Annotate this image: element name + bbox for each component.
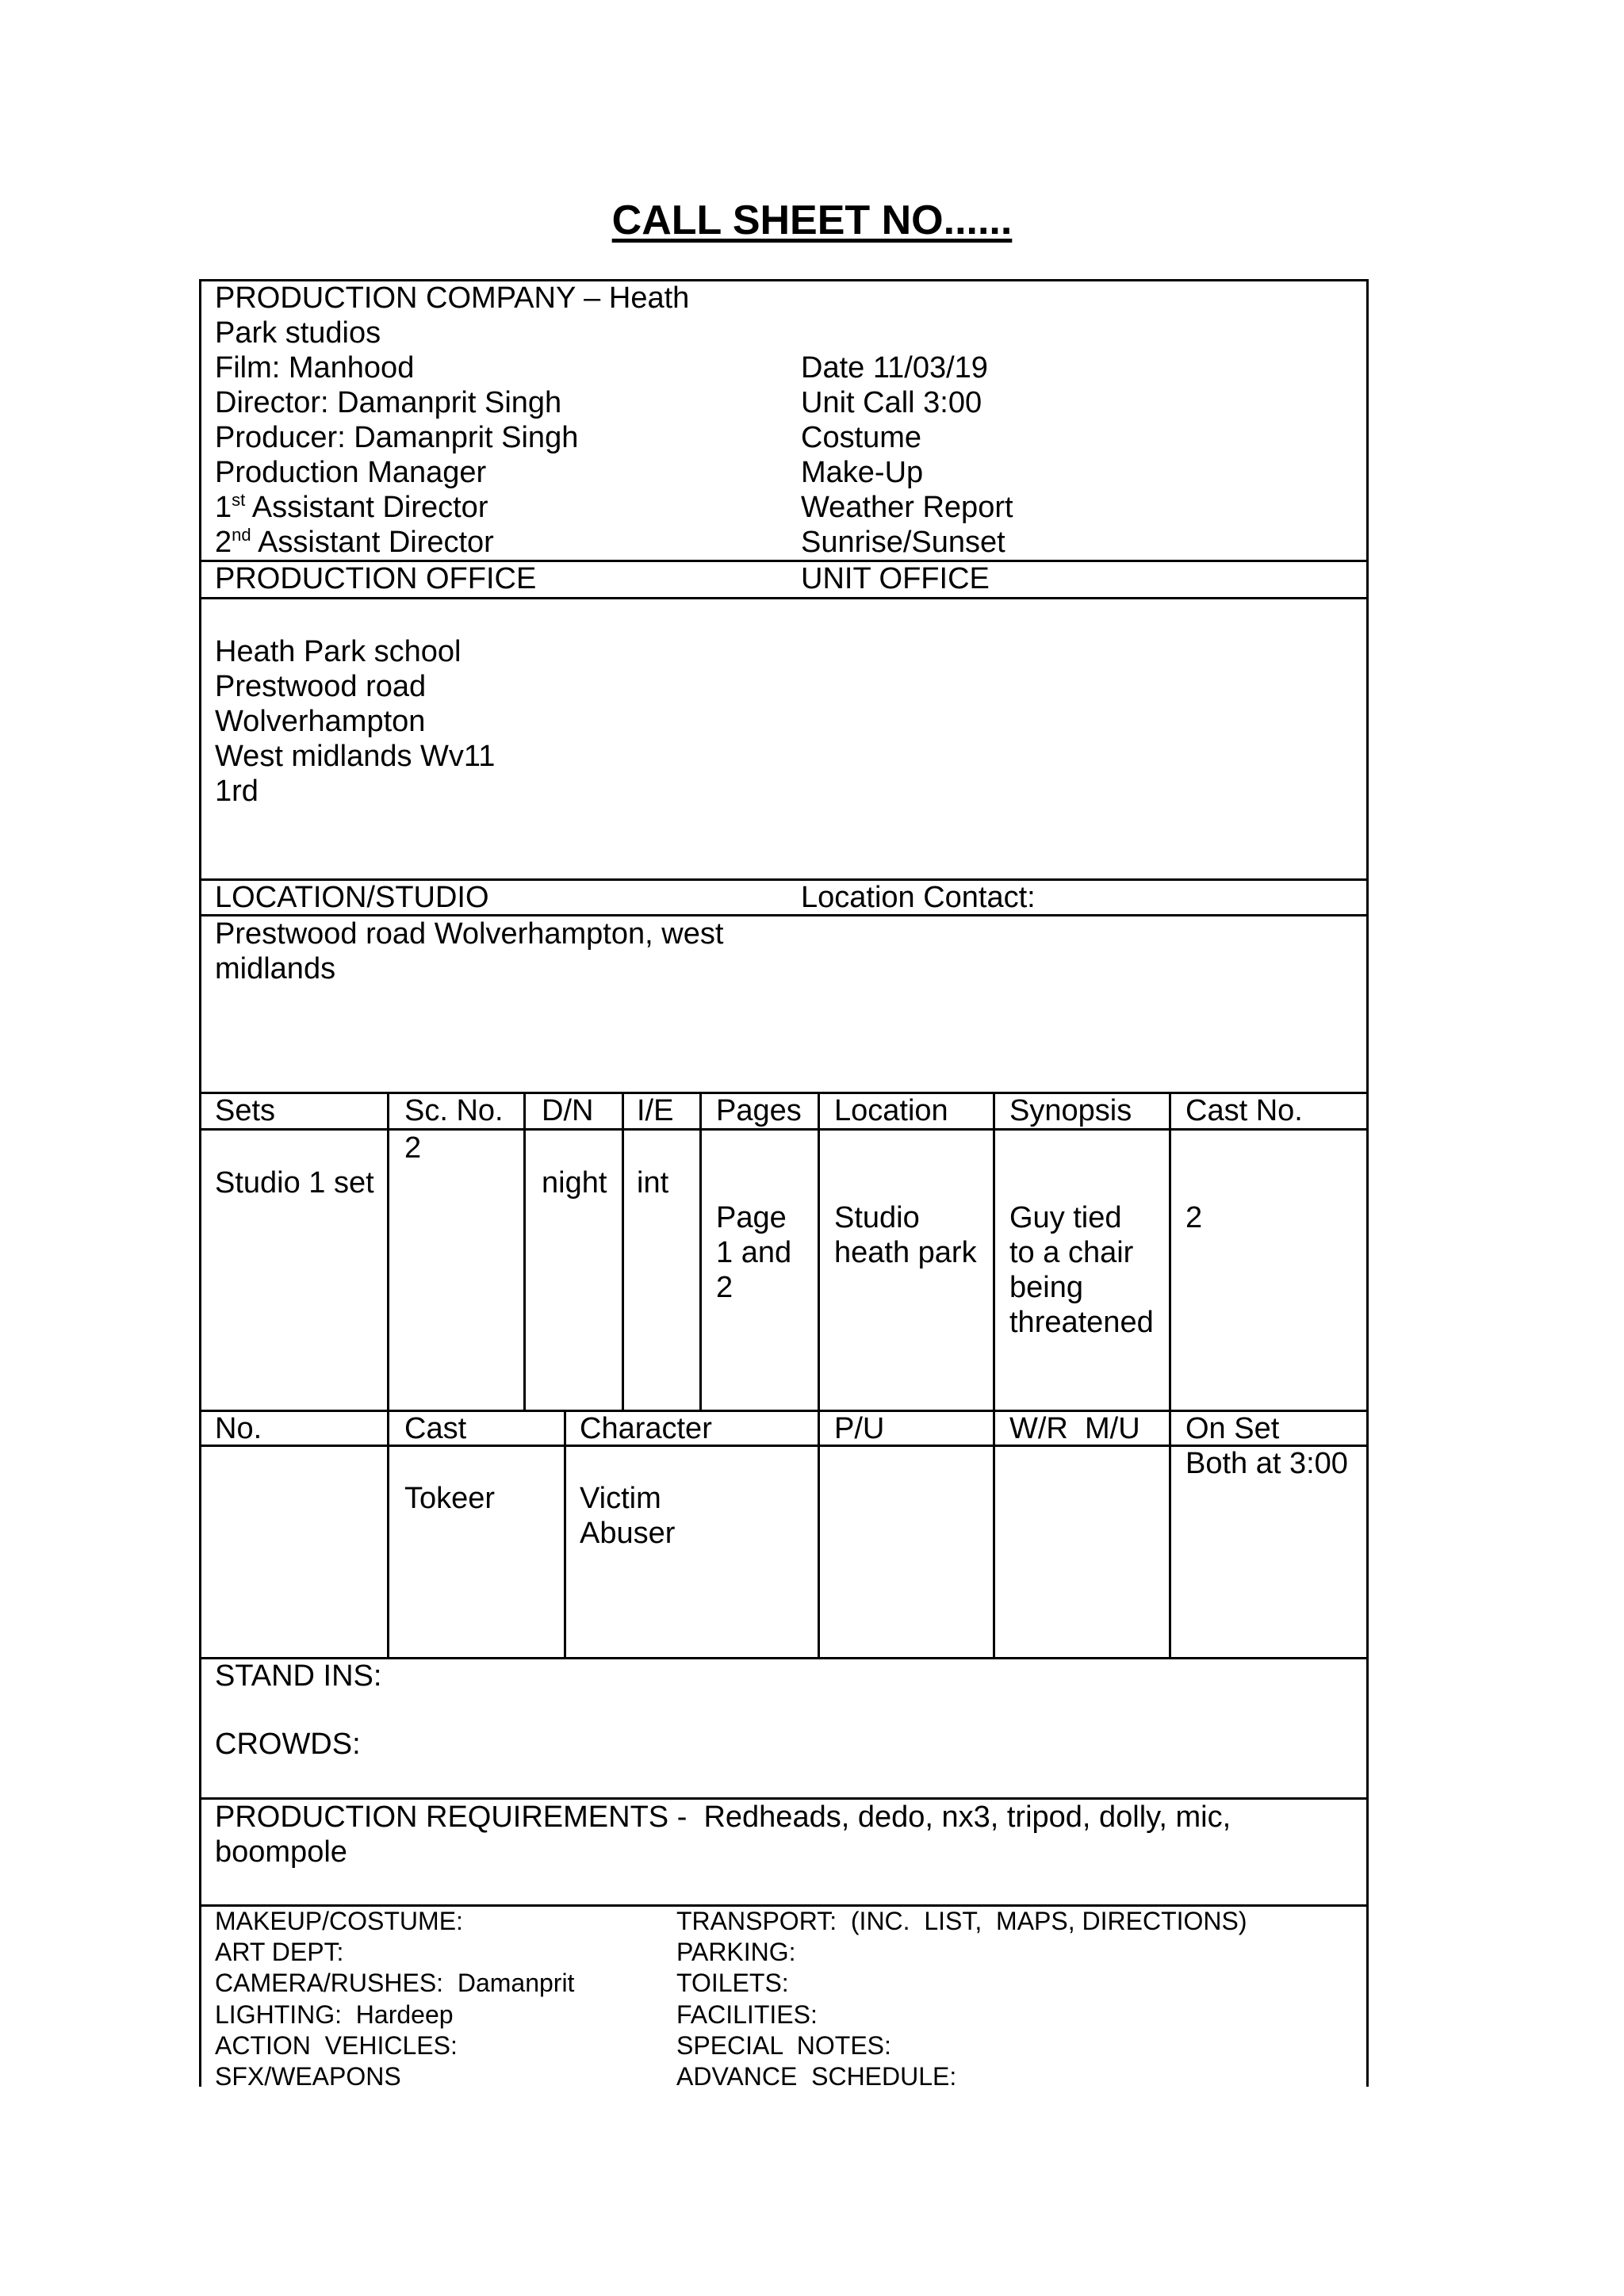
address-line: 1rd [215,775,259,808]
location-contact-label: Location Contact: [801,881,1036,914]
scene-location: heath park [834,1236,977,1269]
first-assistant-director: 1st Assistant Director [215,490,488,524]
cast-character: Abuser [580,1517,676,1550]
second-assistant-director: 2nd Assistant Director [215,525,494,559]
location-address: Prestwood road Wolverhampton, west [215,917,724,951]
date: Date 11/03/19 [801,351,988,385]
production-company-cont: Park studios [215,316,381,350]
scene-synopsis: Guy tied [1009,1201,1122,1234]
director: Director: Damanprit Singh [215,386,562,419]
scene-synopsis: threatened [1009,1306,1154,1339]
cast-name: Tokeer [404,1482,496,1515]
dept-item: PARKING: [676,1938,796,1966]
col-header-synopsis: Synopsis [1009,1094,1132,1127]
column-divider [818,1092,820,1411]
col-header-sets: Sets [215,1094,276,1127]
divider [199,1128,1369,1131]
film-title: Film: Manhood [215,351,415,385]
column-divider [622,1092,624,1411]
scene-location: Studio [834,1201,920,1234]
production-requirements: PRODUCTION REQUIREMENTS - Redheads, dedo, nx3, tripod, dolly, mic, [215,1800,1231,1834]
column-divider [523,1092,526,1411]
column-divider [1169,1410,1171,1659]
dept-item: SPECIAL NOTES: [676,2031,891,2060]
col-header-character: Character [580,1412,712,1445]
crowds-label: CROWDS: [215,1728,361,1761]
col-header-no: No. [215,1412,262,1445]
address-line: Wolverhampton [215,705,426,738]
col-header-cast-no: Cast No. [1185,1094,1303,1127]
dept-item: FACILITIES: [676,2000,818,2029]
make-up: Make-Up [801,456,924,489]
scene-synopsis: to a chair [1009,1236,1134,1269]
col-header-scene-no: Sc. No. [404,1094,504,1127]
unit-call: Unit Call 3:00 [801,386,982,419]
weather-report: Weather Report [801,491,1013,524]
dept-item: CAMERA/RUSHES: Damanprit [215,1969,575,1997]
scene-set: Studio 1 set [215,1166,374,1200]
scene-pages: 1 and [716,1236,792,1269]
col-header-pick-up: P/U [834,1412,885,1445]
col-header-location: Location [834,1094,948,1127]
col-header-day-night: D/N [542,1094,594,1127]
dept-item: ART DEPT: [215,1938,344,1966]
scene-int-ext: int [637,1166,669,1200]
producer: Producer: Damanprit Singh [215,421,579,454]
unit-office-label: UNIT OFFICE [801,562,990,595]
stand-ins-label: STAND INS: [215,1659,382,1693]
column-divider [387,1092,389,1411]
dept-item: MAKEUP/COSTUME: [215,1907,463,1935]
location-address-cont: midlands [215,952,336,985]
scene-number: 2 [404,1131,422,1165]
column-divider [818,1410,820,1659]
dept-item: LIGHTING: Hardeep [215,2000,454,2029]
dept-item: TRANSPORT: (INC. LIST, MAPS, DIRECTIONS) [676,1907,1247,1935]
cast-character: Victim [580,1482,661,1515]
col-header-wardrobe-makeup: W/R M/U [1009,1412,1140,1445]
dept-item: SFX/WEAPONS [215,2062,401,2091]
address-line: West midlands Wv11 [215,740,496,773]
col-header-pages: Pages [716,1094,802,1127]
sunrise-sunset: Sunrise/Sunset [801,526,1005,559]
divider [199,597,1369,599]
column-divider [993,1092,995,1411]
scene-cast-no: 2 [1185,1201,1203,1234]
page-title: CALL SHEET NO...... [611,197,1013,243]
scene-day-night: night [542,1166,607,1200]
production-requirements-cont: boompole [215,1835,347,1869]
dept-item: TOILETS: [676,1969,789,1997]
location-label: LOCATION/STUDIO [215,881,489,914]
column-divider [387,1410,389,1659]
col-header-cast: Cast [404,1412,467,1445]
scene-pages: 2 [716,1271,733,1304]
costume: Costume [801,421,922,454]
scene-pages: Page [716,1201,787,1234]
col-header-int-ext: I/E [637,1094,674,1127]
column-divider [1169,1092,1171,1411]
address-line: Heath Park school [215,635,462,668]
production-office-label: PRODUCTION OFFICE [215,562,537,595]
address-line: Prestwood road [215,670,427,703]
dept-item: ACTION VEHICLES: [215,2031,458,2060]
production-manager: Production Manager [215,456,487,489]
column-divider [564,1410,566,1659]
column-divider [993,1410,995,1659]
dept-item: ADVANCE SCHEDULE: [676,2062,957,2091]
col-header-on-set: On Set [1185,1412,1280,1445]
scene-synopsis: being [1009,1271,1083,1304]
cast-on-set: Both at 3:00 [1185,1447,1348,1480]
column-divider [699,1092,702,1411]
production-company: PRODUCTION COMPANY – Heath [215,281,690,315]
